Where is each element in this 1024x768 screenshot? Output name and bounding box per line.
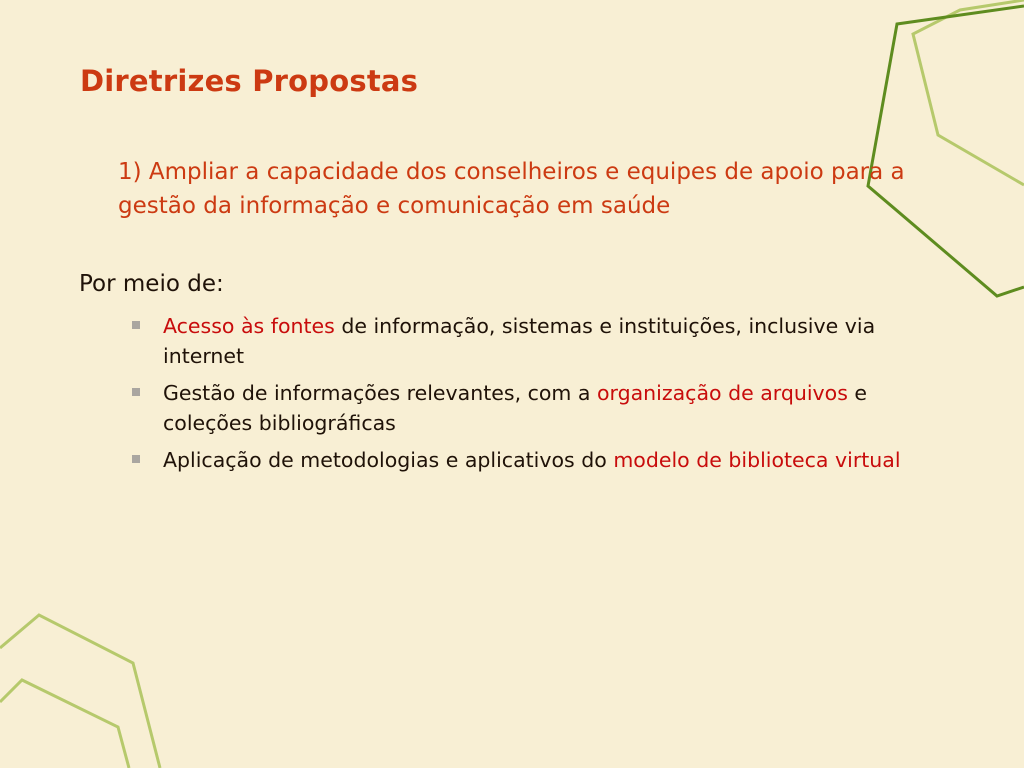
bullet-text: Aplicação de metodologias e aplicativos do xyxy=(163,448,614,472)
bullet-text: Gestão de informações relevantes, com a xyxy=(163,381,597,405)
bullet-square-icon xyxy=(132,455,140,463)
deco-line-dark-top-right xyxy=(868,6,1024,296)
bullet-text: e coleções bibliográficas xyxy=(163,381,868,435)
bullet-item xyxy=(130,445,920,475)
deco-line-light-bottom-left-outer xyxy=(0,615,160,768)
slide-subtitle: 1) Ampliar a capacidade dos conselheiros e equipes de apoio para a gestão da informação e comunicação em saúde xyxy=(118,159,905,219)
deco-line-light-bottom-left-inner xyxy=(0,680,129,768)
bullet-text-highlight: Acesso às fontes xyxy=(163,314,335,338)
bullet-square-icon xyxy=(132,388,140,396)
bullet-text: de informação, sistemas e instituições, inclusive via internet xyxy=(163,314,876,368)
bullet-text-highlight: modelo de biblioteca virtual xyxy=(613,448,901,472)
bullet-item xyxy=(130,311,920,371)
bullet-list xyxy=(130,311,920,482)
bullet-item xyxy=(130,378,920,438)
lead-text: Por meio de: xyxy=(79,271,224,297)
bullet-square-icon xyxy=(132,321,140,329)
deco-line-light-top-right xyxy=(913,0,1024,185)
bullet-text-highlight: organização de arquivos xyxy=(596,381,848,405)
slide-title: Diretrizes Propostas xyxy=(80,64,419,98)
